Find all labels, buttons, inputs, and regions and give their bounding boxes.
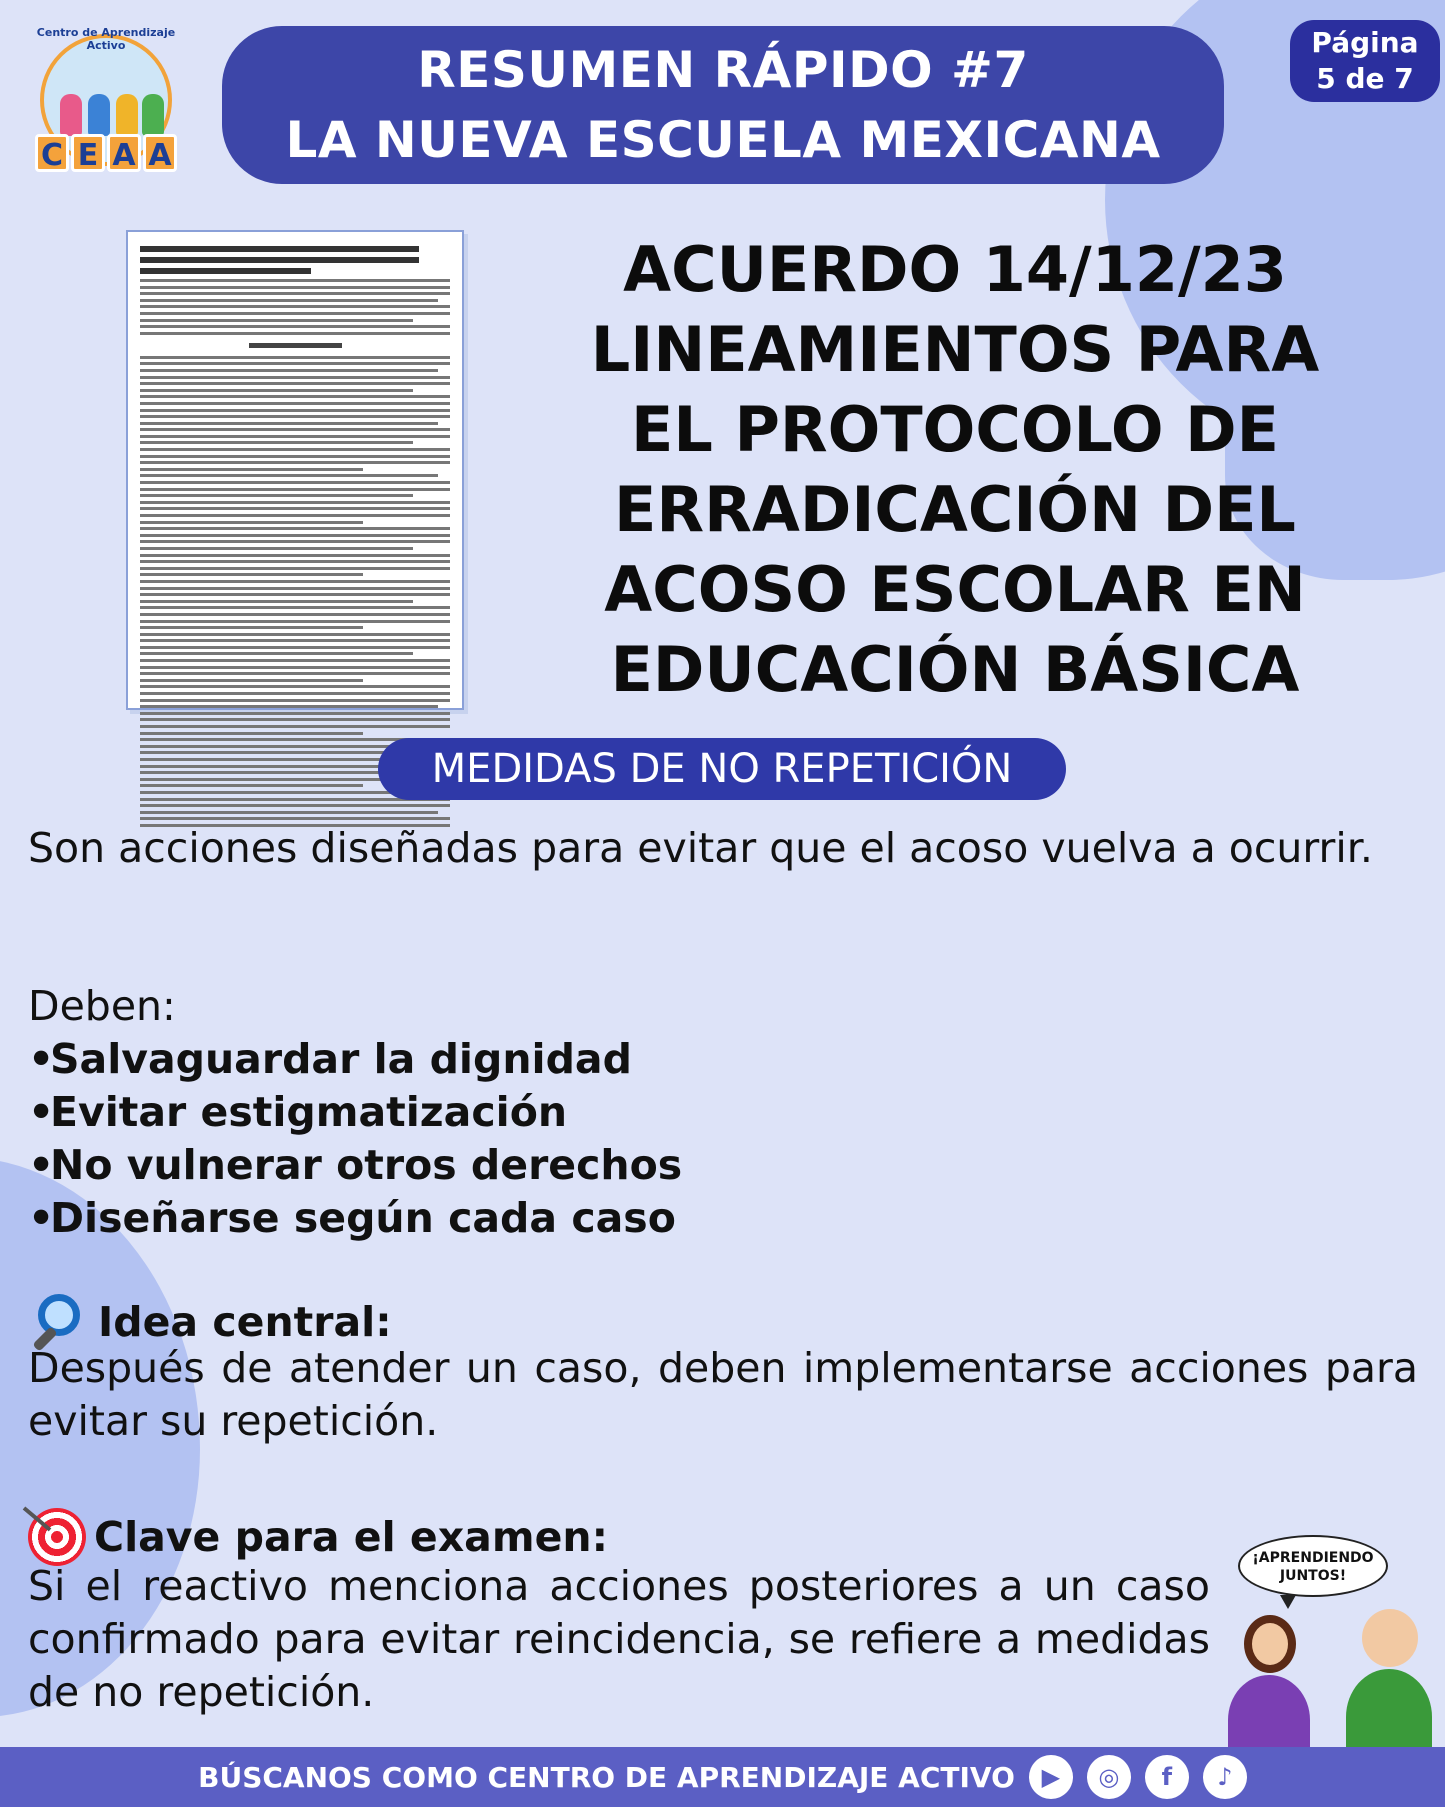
woman-head [1244,1615,1296,1673]
doc-text-line [140,580,450,583]
doc-heading-line [140,268,311,274]
doc-text-line [140,279,450,282]
doc-text-line [140,606,450,609]
doc-text-line [140,312,450,315]
doc-heading-line [140,257,419,263]
doc-text-line [140,527,450,530]
doc-text-line [140,554,450,557]
doc-text-line [140,725,450,728]
doc-text-line [140,362,450,365]
doc-text-line [140,461,450,464]
doc-text-line [140,514,450,517]
doc-heading-line [249,343,342,348]
doc-text-line [140,474,438,477]
doc-text-line [140,286,450,289]
doc-text-line [140,395,450,398]
doc-text-line [140,659,450,662]
doc-text-line [140,409,450,412]
heading-line: EL PROTOCOLO DE [631,393,1279,466]
doc-text-line [140,613,450,616]
doc-text-line [140,652,413,655]
doc-text-line [140,481,450,484]
doc-text-line [140,567,450,570]
doc-text-line [140,718,450,721]
doc-text-line [140,534,450,537]
idea-text: Después de atender un caso, deben implementarse acciones para evitar su repetición. [28,1344,1418,1445]
logo-letters [30,134,182,174]
section-title: MEDIDAS DE NO REPETICIÓN [378,738,1066,800]
page-badge [1290,20,1440,102]
page-count: 5 de 7 [1316,62,1414,95]
clave-heading [28,1508,1418,1566]
footer-bar [0,1747,1445,1807]
tiktok-icon[interactable]: ♪ [1203,1755,1247,1799]
doc-text-line [140,521,363,524]
youtube-icon[interactable]: ▶ [1029,1755,1073,1799]
doc-text-line [140,402,450,405]
doc-text-line [140,305,450,308]
main-heading [540,230,1370,710]
doc-text-line [140,468,363,471]
doc-text-line [140,692,450,695]
doc-text-line [140,705,438,708]
doc-text-line [140,376,450,379]
logo-letter: C [35,134,69,172]
bubble-line: ¡APRENDIENDO [1252,1550,1374,1566]
doc-text-line [140,587,450,590]
logo-letter: A [107,134,141,172]
doc-text-line [140,626,363,629]
doc-text-line [140,573,363,576]
title-banner [222,26,1224,184]
doc-text-line [140,679,363,682]
doc-text-line [140,685,450,688]
doc-text-line [140,356,450,359]
doc-text-line [140,299,438,302]
bubble-line: JUNTOS! [1279,1568,1347,1584]
doc-heading-line [140,246,419,252]
doc-text-line [140,666,450,669]
facebook-icon[interactable]: f [1145,1755,1189,1799]
logo-arc-text: Centro de Aprendizaje Activo [36,26,176,52]
idea-title: Idea central: [98,1297,392,1346]
doc-text-line [140,593,450,596]
doc-text-line [140,319,413,322]
doc-text-line [140,494,413,497]
doc-text-line [140,389,413,392]
page-label: Página [1311,26,1419,59]
doc-text-line [140,455,450,458]
doc-text-line [140,639,450,642]
doc-text-line [140,712,450,715]
heading-line: EDUCACIÓN BÁSICA [610,633,1300,706]
doc-text-line [140,501,450,504]
doc-text-line [140,422,438,425]
doc-text-line [140,560,450,563]
doc-text-line [140,817,450,820]
logo-letter: A [143,134,177,172]
heading-line: ACOSO ESCOLAR EN [604,553,1306,626]
clave-title: Clave para el examen: [94,1512,608,1561]
logo-letter: E [71,134,105,172]
logo-figure [60,94,82,136]
definition-text: Son acciones diseñadas para evitar que el acoso vuelva a ocurrir. [28,824,1373,872]
heading-line: ERRADICACIÓN DEL [614,473,1296,546]
speech-bubble [1238,1535,1388,1597]
heading-line: ACUERDO 14/12/23 [623,233,1287,306]
clave-text: Si el reactivo menciona acciones posteriores a un caso confirmado para evitar reincidencia, se refiere a medidas de no repetición. [28,1562,1210,1716]
doc-text-line [140,292,450,295]
doc-text-line [140,540,450,543]
title-line-1: RESUMEN RÁPIDO #7 [417,41,1029,99]
doc-text-line [140,325,450,328]
doc-text-line [140,732,363,735]
doc-text-line [140,811,438,814]
deben-label: Deben: [28,982,176,1030]
doc-text-line [140,633,450,636]
doc-text-line [140,415,450,418]
doc-text-line [140,507,450,510]
instagram-icon[interactable]: ◎ [1087,1755,1131,1799]
heading-line: LINEAMIENTOS PARA [590,313,1320,386]
document-thumbnail [126,230,464,710]
doc-text-line [140,547,413,550]
doc-text-line [140,332,450,335]
mascot-illustration [1228,1535,1438,1765]
doc-text-line [140,448,450,451]
doc-text-line [140,620,450,623]
doc-text-line [140,804,450,807]
doc-text-line [140,672,450,675]
logo-figure [116,94,138,136]
title-line-2: LA NUEVA ESCUELA MEXICANA [285,111,1161,169]
logo-figure [88,94,110,136]
target-icon [28,1508,86,1566]
logo-figure [142,94,164,136]
doc-text-line [140,646,450,649]
doc-text-line [140,369,438,372]
list-item: •Evitar estigmatización [28,1088,568,1136]
list-item: •Diseñarse según cada caso [28,1194,676,1242]
list-item: •No vulnerar otros derechos [28,1141,683,1189]
doc-text-line [140,488,450,491]
list-item: •Salvaguardar la dignidad [28,1035,632,1083]
doc-text-line [140,441,413,444]
doc-text-line [140,699,450,702]
ceaa-logo [26,26,186,174]
doc-text-line [140,600,413,603]
man-head [1362,1609,1418,1667]
doc-text-line [140,428,450,431]
footer-text: BÚSCANOS COMO CENTRO DE APRENDIZAJE ACTIVO [198,1760,1015,1794]
doc-text-line [140,382,450,385]
requirements-list [28,1033,1418,1245]
doc-text-line [140,784,363,787]
doc-text-line [140,435,450,438]
